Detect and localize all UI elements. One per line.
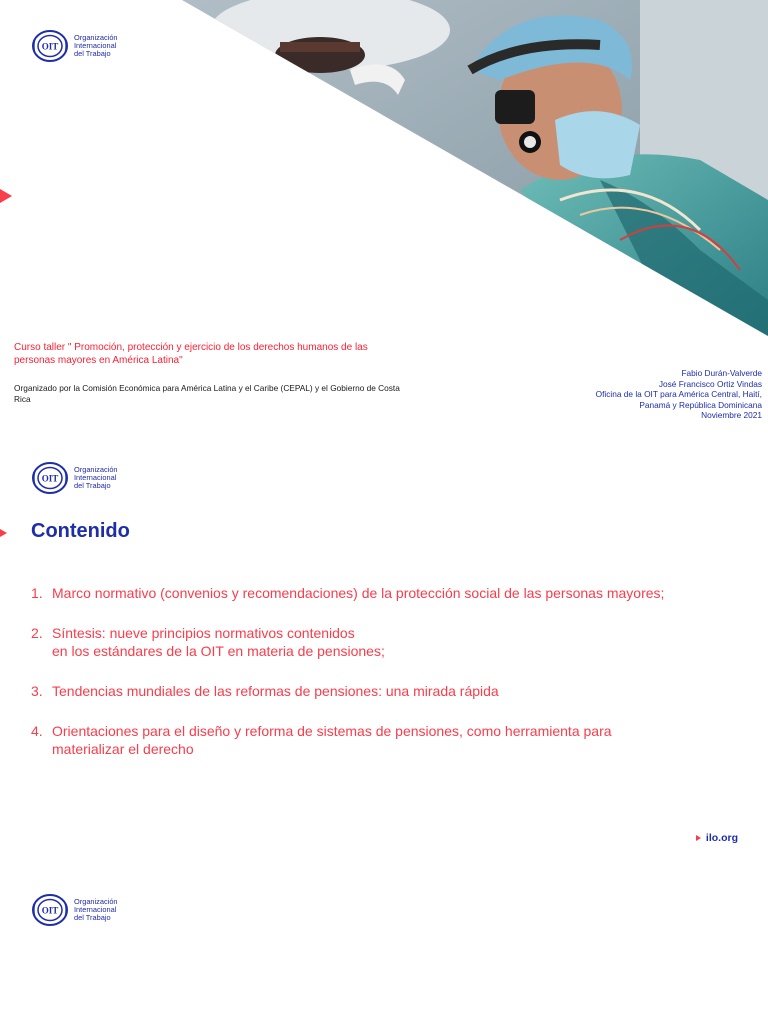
svg-text:OIT: OIT	[41, 473, 59, 484]
item-number: 3.	[31, 683, 43, 699]
logo-line-3: del Trabajo	[74, 49, 111, 58]
contents-list	[31, 584, 731, 780]
arrow-icon	[696, 835, 701, 841]
logo-line-2: Internacional	[74, 473, 117, 482]
authors-block	[596, 368, 762, 421]
list-item	[31, 624, 731, 660]
ilo-org-link[interactable]	[696, 832, 738, 844]
organizer-text: Organizado por la Comisión Económica para América Latina y el Caribe (CEPAL) y el Gobierno de Costa Rica	[14, 383, 400, 404]
author-line: Fabio Durán-Valverde	[681, 368, 762, 378]
author-line: Oficina de la OIT para América Central, Haití,	[595, 389, 762, 399]
author-line: José Francisco Ortiz Vindas	[658, 378, 762, 389]
logo-line-3: del Trabajo	[74, 481, 111, 490]
list-item	[31, 682, 731, 700]
course-title: Curso taller " Promoción, protección y ejercicio de los derechos humanos de las personas mayores en América Latina"	[14, 342, 368, 366]
ilo-emblem-icon	[31, 29, 69, 63]
logo-line-1: Organización	[74, 465, 118, 474]
cover-slide	[0, 0, 768, 432]
item-text	[52, 624, 731, 660]
item-number: 4.	[31, 723, 43, 739]
ilo-org-link-label: ilo.org	[705, 832, 738, 844]
logo-line-2: Internacional	[74, 905, 117, 914]
author-line: Noviembre 2021	[701, 410, 762, 420]
item-number: 2.	[31, 625, 43, 641]
list-item	[31, 584, 731, 602]
author-line: Panamá y República Dominicana	[639, 399, 762, 410]
item-line: Síntesis: nueve principios normativos contenidos	[52, 625, 355, 641]
logo-line-2: Internacional	[74, 41, 117, 50]
item-text	[52, 722, 731, 758]
item-text	[52, 682, 731, 700]
item-number: 1.	[31, 585, 43, 601]
logo-line-1: Organización	[74, 897, 118, 906]
list-item	[31, 722, 731, 758]
item-line: Orientaciones para el diseño y reforma de sistemas de pensiones, como herramienta para	[52, 723, 612, 739]
item-line: Tendencias mundiales de las reformas de pensiones: una mirada rápida	[52, 683, 499, 699]
logo-line-1: Organización	[74, 33, 118, 42]
ilo-emblem-icon	[31, 461, 69, 495]
red-arrow-marker	[0, 189, 12, 203]
logo-line-3: del Trabajo	[74, 913, 111, 922]
logo-text	[74, 34, 118, 58]
item-line: en los estándares de la OIT en materia de pensiones;	[52, 643, 385, 659]
svg-text:OIT: OIT	[41, 41, 59, 52]
ilo-logo	[31, 893, 118, 927]
svg-text:OIT: OIT	[41, 905, 59, 916]
logo-text	[74, 466, 118, 490]
ilo-logo	[31, 461, 118, 495]
next-slide	[0, 864, 768, 1024]
item-text	[52, 584, 731, 602]
contents-slide	[0, 432, 768, 864]
item-line: Marco normativo (convenios y recomendaciones) de la protección social de las personas mayores;	[52, 585, 665, 601]
ilo-logo	[31, 29, 118, 63]
logo-text	[74, 898, 118, 922]
red-arrow-marker	[0, 529, 7, 537]
contents-title: Contenido	[31, 520, 130, 542]
item-line: materializar el derecho	[52, 741, 194, 757]
ilo-emblem-icon	[31, 893, 69, 927]
